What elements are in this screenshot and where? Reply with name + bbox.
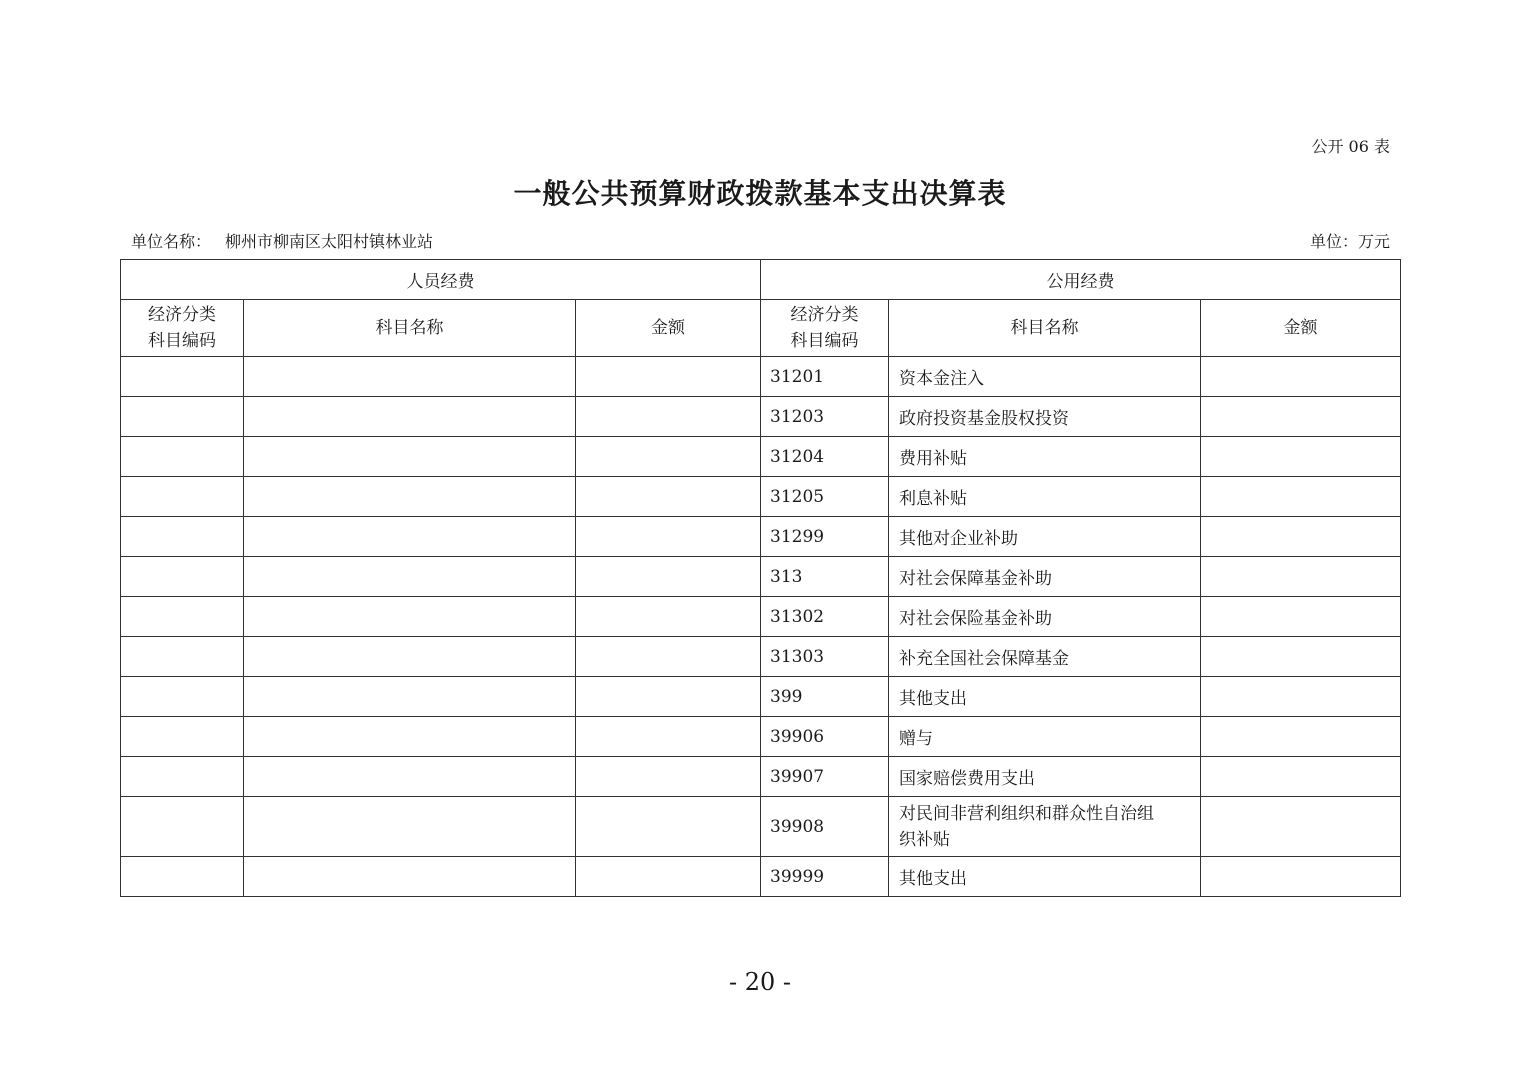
personnel-code-cell xyxy=(121,597,244,637)
public-amount-cell xyxy=(1201,357,1401,397)
public-code-cell: 31205 xyxy=(761,477,889,517)
group-header-row xyxy=(121,260,1401,300)
public-name-cell xyxy=(889,797,1201,857)
personnel-amount-cell xyxy=(576,437,761,477)
public-name-cell: 对社会保险基金补助 xyxy=(889,597,1201,637)
personnel-name-cell xyxy=(244,557,576,597)
public-amount-cell xyxy=(1201,757,1401,797)
table-row xyxy=(121,357,1401,397)
public-code-cell: 39907 xyxy=(761,757,889,797)
public-name-cell: 其他支出 xyxy=(889,677,1201,717)
table-row xyxy=(121,397,1401,437)
public-amount-cell xyxy=(1201,717,1401,757)
column-header-row xyxy=(121,300,1401,357)
public-code-cell: 31303 xyxy=(761,637,889,677)
table-row xyxy=(121,797,1401,857)
public-amount-cell xyxy=(1201,557,1401,597)
unit-name-label: 单位名称： xyxy=(131,232,212,251)
personnel-amount-cell xyxy=(576,397,761,437)
document-title: 一般公共预算财政拨款基本支出决算表 xyxy=(513,177,1007,210)
public-amount-cell xyxy=(1201,637,1401,677)
public-amount-cell xyxy=(1201,677,1401,717)
table-row xyxy=(121,637,1401,677)
public-name-cell: 其他支出 xyxy=(889,857,1201,897)
table-row xyxy=(121,717,1401,757)
personnel-code-cell xyxy=(121,637,244,677)
table-row xyxy=(121,677,1401,717)
public-code-cell: 39999 xyxy=(761,857,889,897)
personnel-code-cell xyxy=(121,517,244,557)
code-header-line2: 科目编码 xyxy=(148,331,216,351)
personnel-name-cell xyxy=(244,477,576,517)
public-amount-cell xyxy=(1201,397,1401,437)
public-code-cell: 39906 xyxy=(761,717,889,757)
personnel-code-cell xyxy=(121,797,244,857)
personnel-code-cell xyxy=(121,557,244,597)
table-row xyxy=(121,557,1401,597)
personnel-code-header xyxy=(121,300,244,357)
personnel-amount-cell xyxy=(576,517,761,557)
personnel-amount-header: 金额 xyxy=(576,300,761,357)
public-name-cell: 赠与 xyxy=(889,717,1201,757)
public-code-cell: 31299 xyxy=(761,517,889,557)
public-code-cell: 31201 xyxy=(761,357,889,397)
personnel-amount-cell xyxy=(576,717,761,757)
table-row xyxy=(121,437,1401,477)
unit-name xyxy=(131,229,433,252)
page-number: - 20 - xyxy=(728,968,791,996)
personnel-code-cell xyxy=(121,757,244,797)
public-code-cell: 399 xyxy=(761,677,889,717)
public-expense-header: 公用经费 xyxy=(761,260,1401,300)
personnel-name-cell xyxy=(244,797,576,857)
public-code-header xyxy=(761,300,889,357)
personnel-name-cell xyxy=(244,677,576,717)
personnel-name-cell xyxy=(244,597,576,637)
table-row xyxy=(121,477,1401,517)
public-amount-header: 金额 xyxy=(1201,300,1401,357)
public-name-cell: 其他对企业补助 xyxy=(889,517,1201,557)
personnel-amount-cell xyxy=(576,637,761,677)
public-name-line2: 织补贴 xyxy=(899,829,950,850)
unit-info-line xyxy=(131,229,1390,252)
public-name-cell: 利息补贴 xyxy=(889,477,1201,517)
public-name-line1: 对民间非营利组织和群众性自治组 xyxy=(899,803,1154,824)
public-amount-cell xyxy=(1201,857,1401,897)
public-name-header: 科目名称 xyxy=(889,300,1201,357)
table-row xyxy=(121,517,1401,557)
personnel-amount-cell xyxy=(576,477,761,517)
public-amount-cell xyxy=(1201,517,1401,557)
currency-unit: 单位：万元 xyxy=(1309,232,1390,251)
public-name-cell: 费用补贴 xyxy=(889,437,1201,477)
personnel-name-cell xyxy=(244,357,576,397)
public-amount-cell xyxy=(1201,437,1401,477)
personnel-amount-cell xyxy=(576,797,761,857)
personnel-code-cell xyxy=(121,397,244,437)
personnel-name-cell xyxy=(244,397,576,437)
public-name-cell: 资本金注入 xyxy=(889,357,1201,397)
personnel-amount-cell xyxy=(576,357,761,397)
personnel-amount-cell xyxy=(576,757,761,797)
personnel-code-cell xyxy=(121,477,244,517)
personnel-amount-cell xyxy=(576,857,761,897)
personnel-code-cell xyxy=(121,717,244,757)
personnel-name-cell xyxy=(244,437,576,477)
public-name-cell: 国家赔偿费用支出 xyxy=(889,757,1201,797)
code-header-line1: 经济分类 xyxy=(148,305,216,325)
public-name-cell: 政府投资基金股权投资 xyxy=(889,397,1201,437)
public-amount-cell xyxy=(1201,477,1401,517)
personnel-code-cell xyxy=(121,857,244,897)
personnel-name-cell xyxy=(244,717,576,757)
table-row xyxy=(121,597,1401,637)
public-code-cell: 31204 xyxy=(761,437,889,477)
form-number: 公开 06 表 xyxy=(1311,137,1390,156)
unit-name-value: 柳州市柳南区太阳村镇林业站 xyxy=(225,232,434,251)
public-name-cell: 对社会保障基金补助 xyxy=(889,557,1201,597)
public-name-cell: 补充全国社会保障基金 xyxy=(889,637,1201,677)
table-row xyxy=(121,857,1401,897)
personnel-expense-header: 人员经费 xyxy=(121,260,761,300)
personnel-name-cell xyxy=(244,757,576,797)
code-header-line1: 经济分类 xyxy=(790,305,859,325)
code-header-line2: 科目编码 xyxy=(790,331,859,351)
public-code-cell: 31203 xyxy=(761,397,889,437)
personnel-amount-cell xyxy=(576,597,761,637)
personnel-amount-cell xyxy=(576,557,761,597)
personnel-name-cell xyxy=(244,517,576,557)
personnel-name-cell xyxy=(244,857,576,897)
personnel-amount-cell xyxy=(576,677,761,717)
personnel-code-cell xyxy=(121,677,244,717)
table-row xyxy=(121,757,1401,797)
public-code-cell: 31302 xyxy=(761,597,889,637)
expenditure-table xyxy=(120,259,1401,897)
public-amount-cell xyxy=(1201,797,1401,857)
public-code-cell: 39908 xyxy=(761,797,889,857)
personnel-name-cell xyxy=(244,637,576,677)
public-code-cell: 313 xyxy=(761,557,889,597)
personnel-name-header: 科目名称 xyxy=(244,300,576,357)
personnel-code-cell xyxy=(121,437,244,477)
personnel-code-cell xyxy=(121,357,244,397)
public-amount-cell xyxy=(1201,597,1401,637)
